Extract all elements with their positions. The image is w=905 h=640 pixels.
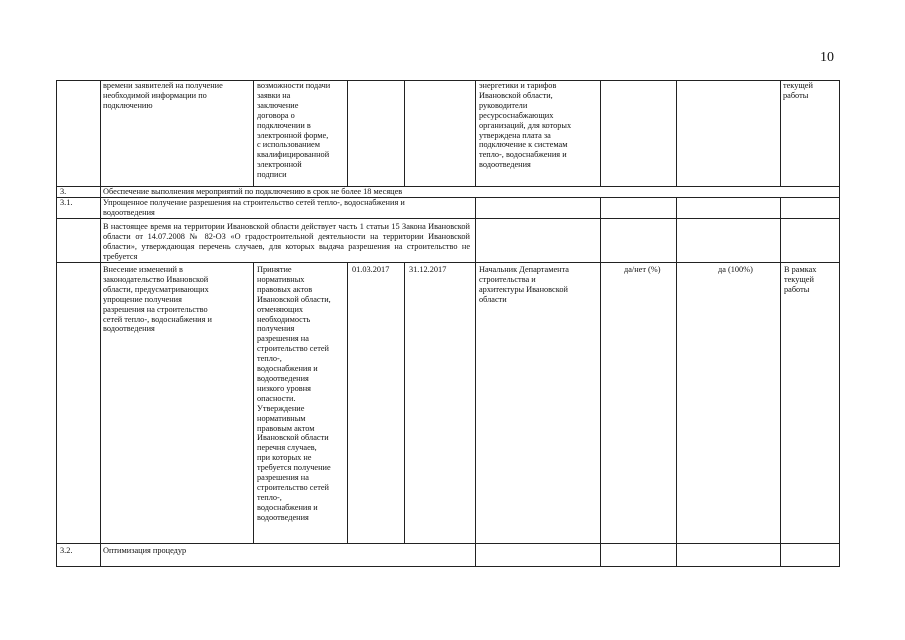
column-divider: [676, 218, 677, 262]
column-divider: [253, 262, 254, 543]
row-divider: [56, 218, 840, 219]
column-divider: [475, 262, 476, 543]
column-divider: [475, 197, 476, 218]
row-3-number: 3.: [60, 187, 67, 196]
column-divider: [780, 262, 781, 543]
start-date-cell: 01.03.2017: [352, 265, 390, 274]
row-3-2-number: 3.2.: [60, 546, 73, 555]
cont-note-cell: текущей работы: [783, 81, 813, 100]
column-divider: [780, 197, 781, 218]
column-divider: [100, 262, 101, 543]
page-number: 10: [820, 50, 834, 65]
note-cell: В рамках текущей работы: [784, 265, 817, 294]
column-divider: [780, 218, 781, 262]
event-cell: Внесение изменений в законодательство Ивановской области, предусматривающих упрощение получения разрешения на строительство сетей тепло-, водоснабжения и водоотведения: [103, 265, 212, 334]
column-divider: [600, 543, 601, 566]
column-divider: [347, 80, 348, 186]
column-divider: [253, 80, 254, 186]
indicator-cell: да/нет (%): [624, 265, 661, 274]
column-divider: [600, 197, 601, 218]
row-3-1-title: Упрощенное получение разрешения на строительство сетей тепло-, водоснабжения и водоотведения: [103, 198, 405, 217]
table-bottom-border: [56, 566, 840, 567]
column-divider: [600, 218, 601, 262]
column-divider: [475, 80, 476, 186]
column-divider: [347, 262, 348, 543]
target-cell: да (100%): [718, 265, 753, 274]
result-cell: Принятие нормативных правовых актов Ивановской области, отменяющих необходимость получения разрешения на строительство сетей тепло-, водоснабжения и водоотведения низкого уровня опасности. Утверждение нормативным правовым актом Ивановской области перечня случаев, при которых не требуется получение разрешения на строительство сетей тепло-, водоснабжения и водоотведения: [257, 265, 331, 522]
column-divider: [676, 197, 677, 218]
column-divider: [100, 197, 101, 218]
column-divider: [100, 80, 101, 186]
table-right-border: [839, 80, 840, 566]
cont-event-cell: времени заявителей на получение необходимой информации по подключению: [103, 81, 223, 110]
column-divider: [780, 543, 781, 566]
column-divider: [676, 80, 677, 186]
cont-responsible-cell: энергетики и тарифов Ивановской области, руководители ресурсоснабжающих организаций, для которых утверждена плата за подключение к системам тепло-, водоснабжения и водоотведения: [479, 81, 572, 170]
responsible-cell: Начальник Департамента строительства и архитектуры Ивановской области: [479, 265, 569, 304]
row-divider: [56, 262, 840, 263]
end-date-cell: 31.12.2017: [409, 265, 447, 274]
column-divider: [100, 543, 101, 566]
column-divider: [600, 80, 601, 186]
row-3-title: Обеспечение выполнения мероприятий по подключению в срок не более 18 месяцев: [103, 187, 403, 196]
column-divider: [600, 262, 601, 543]
row-3-2-title: Оптимизация процедур: [103, 546, 187, 555]
column-divider: [780, 80, 781, 186]
row-3-1-number: 3.1.: [60, 198, 73, 207]
row-note-text: В настоящее время на территории Ивановской области действует часть 1 статьи 15 Закона Ивановской области от 14.07.2008 № 82-ОЗ «О градостроительной деятельности на территории Ивановской области», утверждающая перечень случаев, для которых выдача разрешения на строительство не требуется: [103, 222, 470, 261]
column-divider: [100, 186, 101, 197]
column-divider: [100, 218, 101, 262]
row-divider: [56, 543, 840, 544]
column-divider: [404, 80, 405, 186]
column-divider: [676, 262, 677, 543]
column-divider: [676, 543, 677, 566]
cont-result-cell: возможности подачи заявки на заключение договора о подключении в электронной форме, с использованием квалифицированной электронной подписи: [257, 81, 331, 180]
column-divider: [475, 218, 476, 262]
column-divider: [404, 262, 405, 543]
column-divider: [475, 543, 476, 566]
table-left-border: [56, 80, 57, 566]
